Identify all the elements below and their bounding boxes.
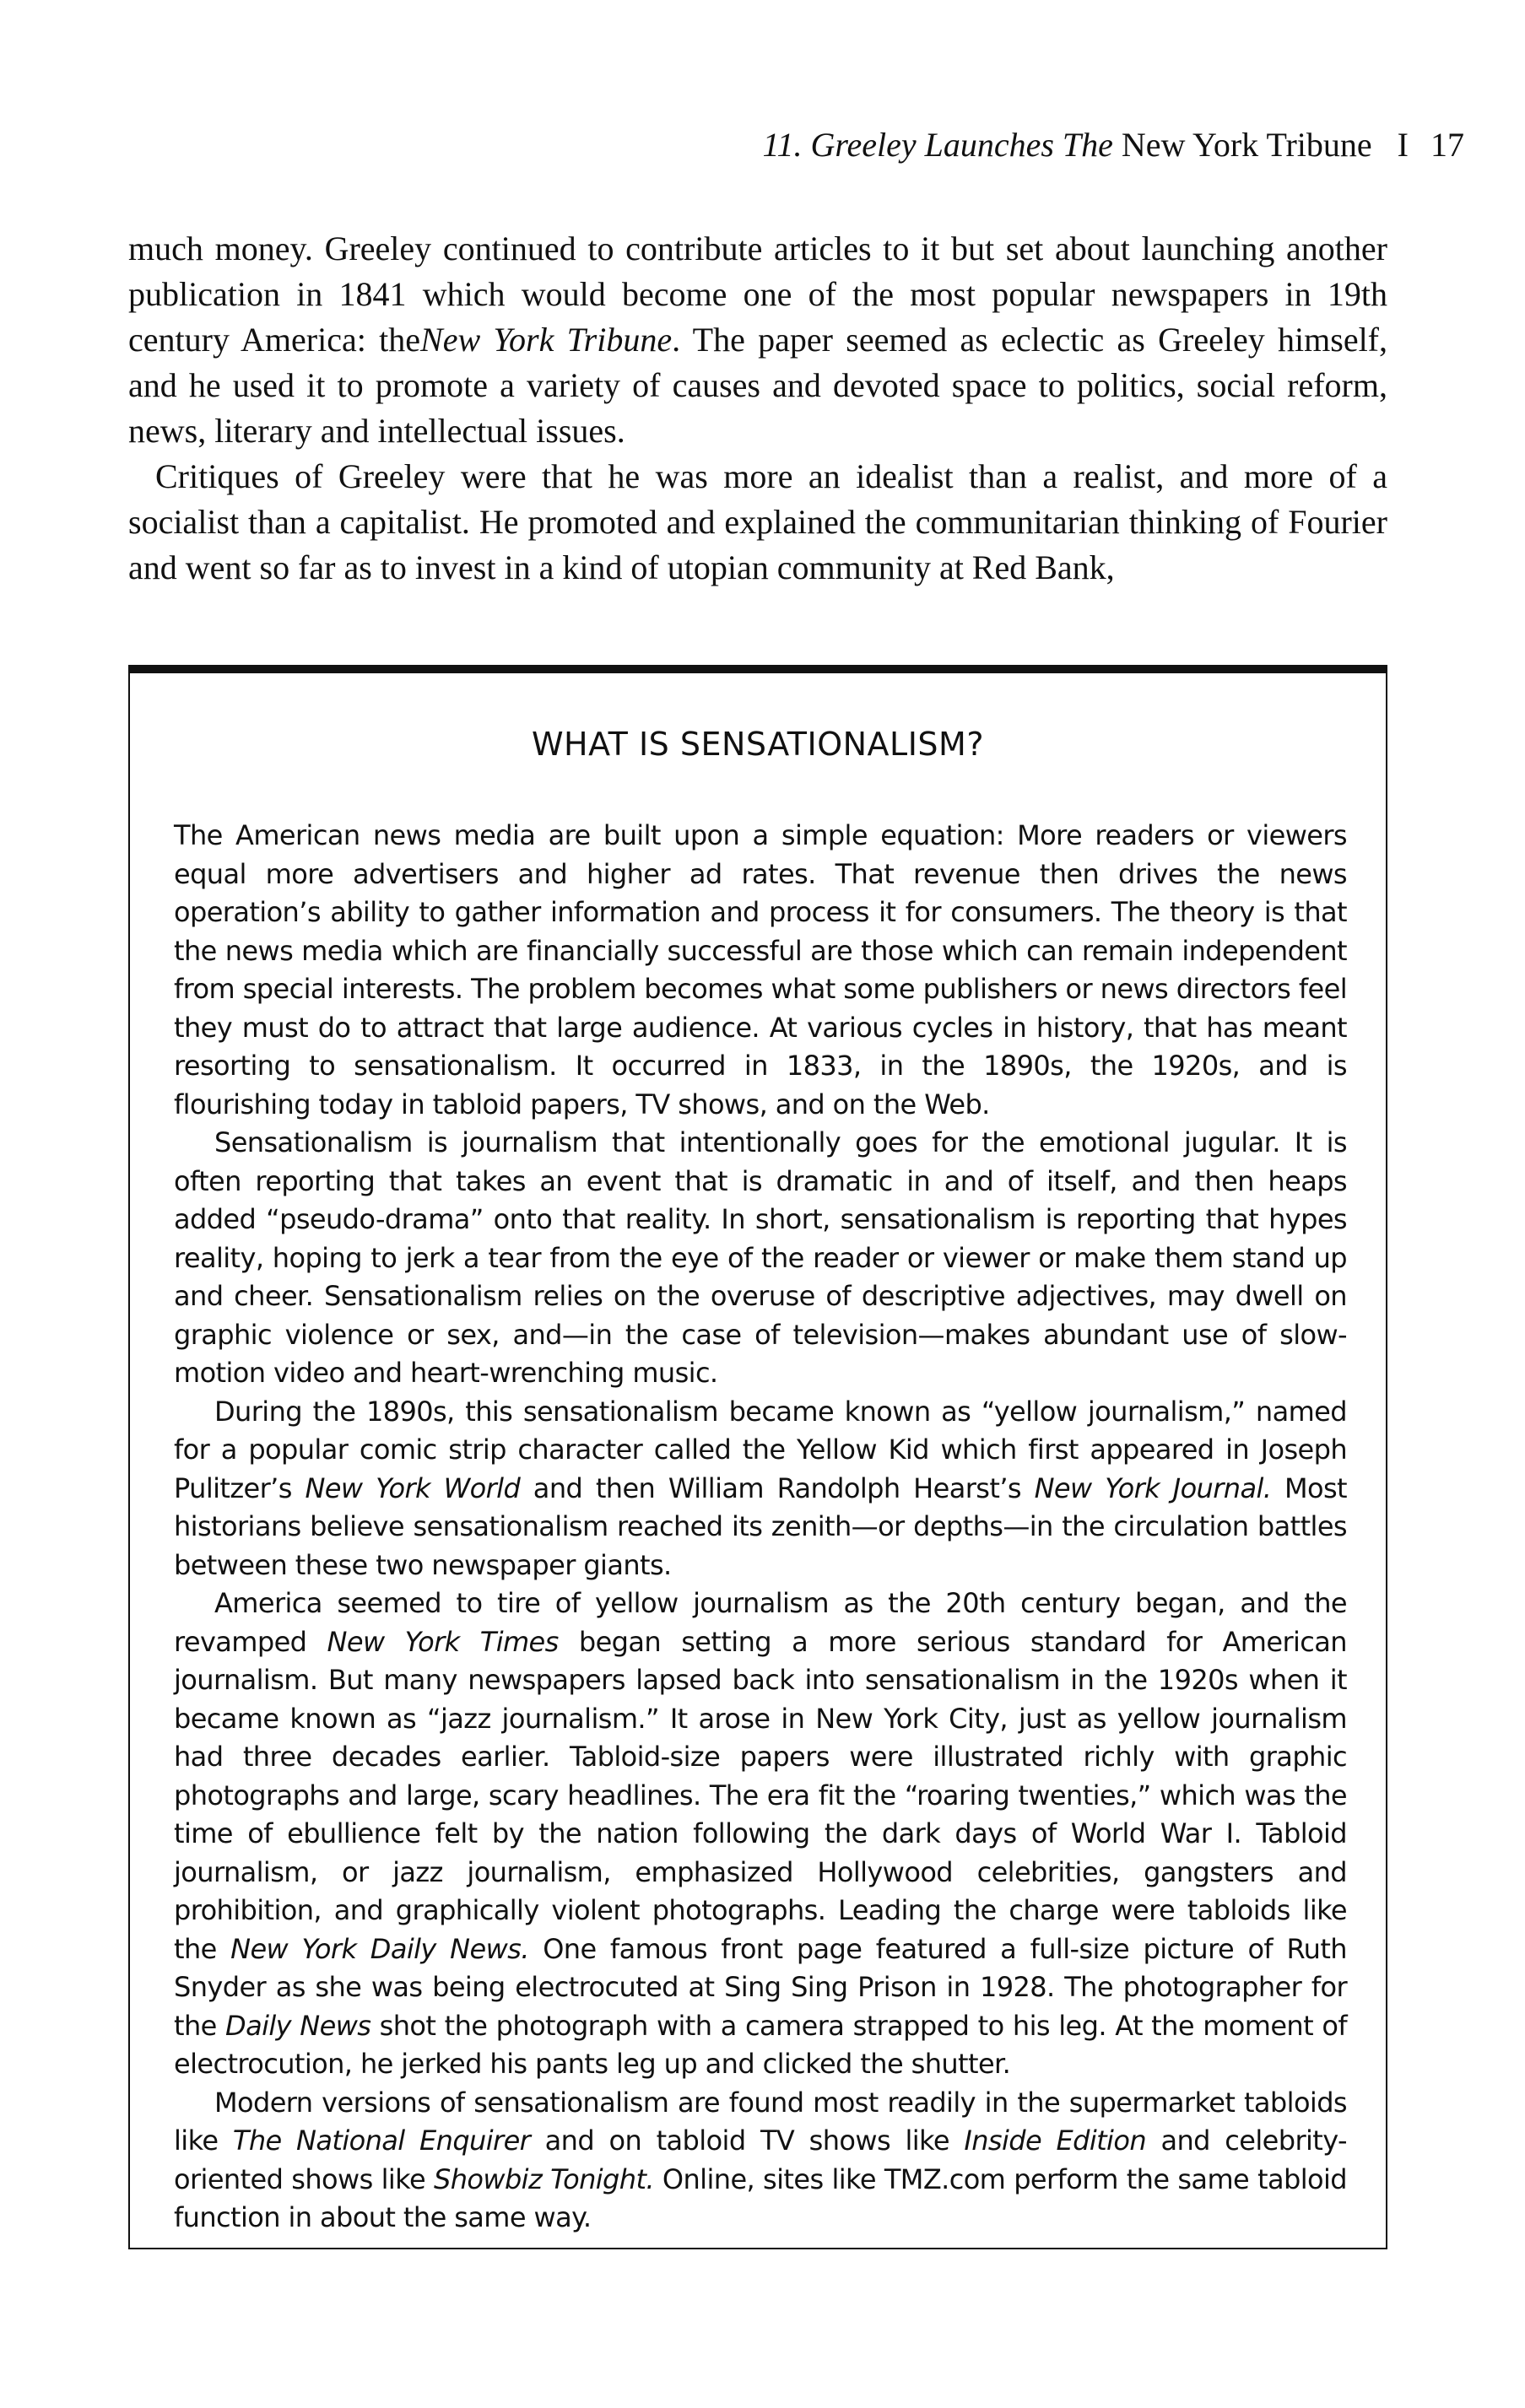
header-separator: I	[1397, 126, 1409, 164]
chapter-title-roman: New York Tribune	[1121, 126, 1372, 164]
sidebar-box	[128, 665, 1387, 2249]
sidebar-paragraph-2: Sensationalism is journalism that intentionally goes for the emotional jugular. It is often reporting that takes an event that is dramatic in and of itself, and then heaps added “pseudo-drama” onto that reality. In short, sensationalism is reporting that hypes reality, hoping to jerk a tear from the eye of the reader or viewer or make them stand up and cheer. Sensationalism relies on the overuse of descriptive adjectives, may dwell on graphic violence or sex, and—in the case of television—makes abundant use of slow-motion video and heart-wrenching music.	[174, 1126, 1347, 1389]
running-head	[762, 125, 1464, 165]
sidebar-paragraph-3: During the 1890s, this sensationalism became known as “yellow journalism,” named for a popular comic strip character called the Yellow Kid which first appeared in Joseph Pulitzer’s New York World and then William Randolph Hearst’s New York Journal. Most historians believe sensationalism reached its zenith—or depths—in the circulation battles between these two newspaper giants.	[174, 1395, 1347, 1581]
sidebar-paragraph-1: The American news media are built upon a simple equation: More readers or viewers equal more advertisers and higher ad rates. That revenue then drives the news operation’s ability to gather information and process it for consumers. The theory is that the news media which are financially successful are those which can remain independent from special interests. The problem becomes what some publishers or news directors feel they must do to attract that large audience. At various cycles in history, that has meant resorting to sensationalism. It occurred in 1833, in the 1890s, the 1920s, and is flourishing today in tabloid papers, TV shows, and on the Web.	[174, 819, 1347, 1120]
sidebar-body	[174, 817, 1347, 2238]
page-number: 17	[1430, 126, 1464, 164]
body-text	[128, 226, 1387, 591]
chapter-number: 11.	[762, 126, 803, 164]
sidebar-paragraph-4: America seemed to tire of yellow journalism as the 20th century began, and the revamped New York Times began setting a more serious standard for American journalism. But many newspapers lapsed back into sensationalism in the 1920s when it became known as “jazz journalism.” It arose in New York City, just as yellow journalism had three decades earlier. Tabloid-size papers were illustrated richly with graphic photographs and large, scary headlines. The era fit the “roaring twenties,” which was the time of ebullience felt by the nation following the dark days of World War I. Tabloid journalism, or jazz journalism, emphasized Hollywood celebrities, gangsters and prohibition, and graphically violent photographs. Leading the charge were tabloids like the New York Daily News. One famous front page featured a full-size picture of Ruth Snyder as she was being electrocuted at Sing Sing Prison in 1928. The photographer for the Daily News shot the photograph with a camera strapped to his leg. At the moment of electrocution, he jerked his pants leg up and clicked the shutter.	[174, 1587, 1347, 2080]
body-paragraph-2: Critiques of Greeley were that he was more an idealist than a realist, and more of a socialist than a capitalist. He promoted and explained the communitarian thinking of Fourier and went so far as to invest in a kind of utopian community at Red Bank,	[128, 457, 1387, 586]
newspaper-title: New York Tribune	[420, 321, 673, 359]
chapter-title-italic: Greeley Launches The	[810, 126, 1113, 164]
body-paragraph-1: much money. Greeley continued to contribute articles to it but set about launching another publication in 1841 which would become one of the most popular newspapers in 19th century America: theNew York Tribune. The paper seemed as eclectic as Greeley himself, and he used it to promote a variety of causes and devoted space to politics, social reform, news, literary and intellectual issues.	[128, 229, 1388, 450]
sidebar-title: WHAT IS SENSATIONALISM?	[531, 726, 985, 763]
sidebar-paragraph-5: Modern versions of sensationalism are found most readily in the supermarket tabloids like The National Enquirer and on tabloid TV shows like Inside Edition and celebrity-oriented shows like Showbiz Tonight. Online, sites like TMZ.com perform the same tabloid function in about the same way.	[174, 2086, 1347, 2233]
